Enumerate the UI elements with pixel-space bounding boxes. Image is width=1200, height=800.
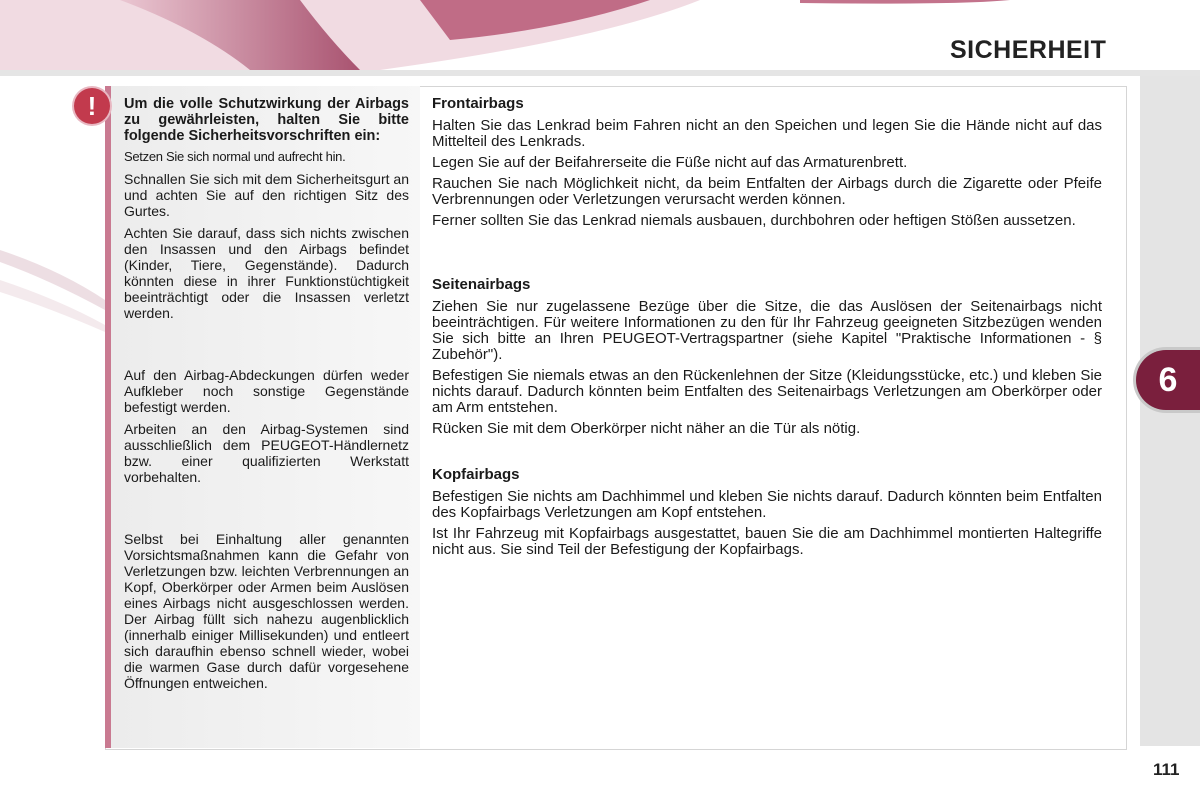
warning-paragraph: Schnallen Sie sich mit dem Sicherheitsgurt an und achten Sie auf den richtigen Sitz des Gurtes. xyxy=(124,171,409,219)
warning-paragraph: Auf den Airbag-Abdeckungen dürfen weder Aufkleber noch sonstige Gegenstände befestigt werden. xyxy=(124,367,409,415)
chapter-tab[interactable]: 6 xyxy=(1136,350,1200,410)
chapter-rail xyxy=(1140,76,1200,746)
warning-paragraph: Selbst bei Einhaltung aller genannten Vorsichtsmaßnahmen kann die Gefahr von Verletzungen bzw. leichten Verbrennungen an Kopf, Oberkörper oder Armen beim Auslösen eines Airbags nicht ausgeschlossen werden. Der Airbag füllt sich nahezu augenblicklich (innerhalb einiger Millisekunden) und entleert sich daraufhin ebenso schnell wieder, wobei die warmen Gase durch dafür vorgesehene Öffnungen entweichen. xyxy=(124,531,409,691)
section-paragraph: Befestigen Sie niemals etwas an den Rückenlehnen der Sitze (Kleidungsstücke, etc.) und kleben Sie nichts darauf. Dadurch könnten beim Entfalten des Seitenairbags Verletzungen am Oberkörper oder am Arm entstehen. xyxy=(432,367,1102,416)
page-title: SICHERHEIT xyxy=(950,36,1107,64)
warning-paragraph: Arbeiten an den Airbag-Systemen sind ausschließlich dem PEUGEOT-Händlernetz bzw. einer qualifizierten Werkstatt vorbehalten. xyxy=(124,421,409,485)
page-number: 111 xyxy=(1153,760,1180,779)
warning-paragraph: Achten Sie darauf, dass sich nichts zwischen den Insassen und den Airbags befindet (Kinder, Tiere, Gegenstände). Dadurch könnten diese in ihrer Funktionstüchtigkeit beeinträchtigt oder die Insassen verletzt werden. xyxy=(124,225,409,321)
section-frontairbags xyxy=(432,96,1102,234)
section-paragraph: Ist Ihr Fahrzeug mit Kopfairbags ausgestattet, bauen Sie die am Dachhimmel montierten Haltegriffe nicht aus. Sie sind Teil der Befestigung der Kopfairbags. xyxy=(432,525,1102,558)
section-paragraph: Rücken Sie mit dem Oberkörper nicht näher an die Tür als nötig. xyxy=(432,420,861,437)
section-paragraph: Ferner sollten Sie das Lenkrad niemals ausbauen, durchbohren oder heftigen Stößen aussetzen. xyxy=(432,212,1076,229)
section-paragraph: Rauchen Sie nach Möglichkeit nicht, da beim Entfalten der Airbags durch die Zigarette oder Pfeife Verbrennungen oder Verletzungen verursacht werden können. xyxy=(432,175,1102,208)
warning-intro: Setzen Sie sich normal und aufrecht hin. xyxy=(124,149,346,164)
warning-column xyxy=(124,96,409,697)
section-paragraph: Halten Sie das Lenkrad beim Fahren nicht an den Speichen und legen Sie die Hände nicht auf das Mittelteil des Lenkrads. xyxy=(432,117,1102,150)
section-heading: Kopfairbags xyxy=(432,466,520,483)
section-heading: Frontairbags xyxy=(432,95,524,112)
section-paragraph: Befestigen Sie nichts am Dachhimmel und kleben Sie nichts darauf. Dadurch könnten beim Entfalten des Kopfairbags Verletzungen am Kopf entstehen. xyxy=(432,488,1102,521)
warning-title: Um die volle Schutzwirkung der Airbags zu gewährleisten, halten Sie bitte folgende Sicherheitsvorschriften ein: xyxy=(124,96,409,144)
section-paragraph: Legen Sie auf der Beifahrerseite die Füße nicht auf das Armaturenbrett. xyxy=(432,154,908,171)
section-kopfairbags xyxy=(432,467,1102,563)
section-heading: Seitenairbags xyxy=(432,276,531,293)
section-paragraph: Ziehen Sie nur zugelassene Bezüge über die Sitze, die das Auslösen der Seitenairbags nicht beeinträchtigen. Für weitere Informationen zu den für Ihr Fahrzeug geeigneten Sitzbezügen wenden Sie sich bitte an Ihren PEUGEOT-Vertragspartner (siehe Kapitel "Praktische Informationen - § Zubehör"). xyxy=(432,298,1102,363)
section-seitenairbags xyxy=(432,277,1102,442)
warning-icon: ! xyxy=(74,88,110,124)
